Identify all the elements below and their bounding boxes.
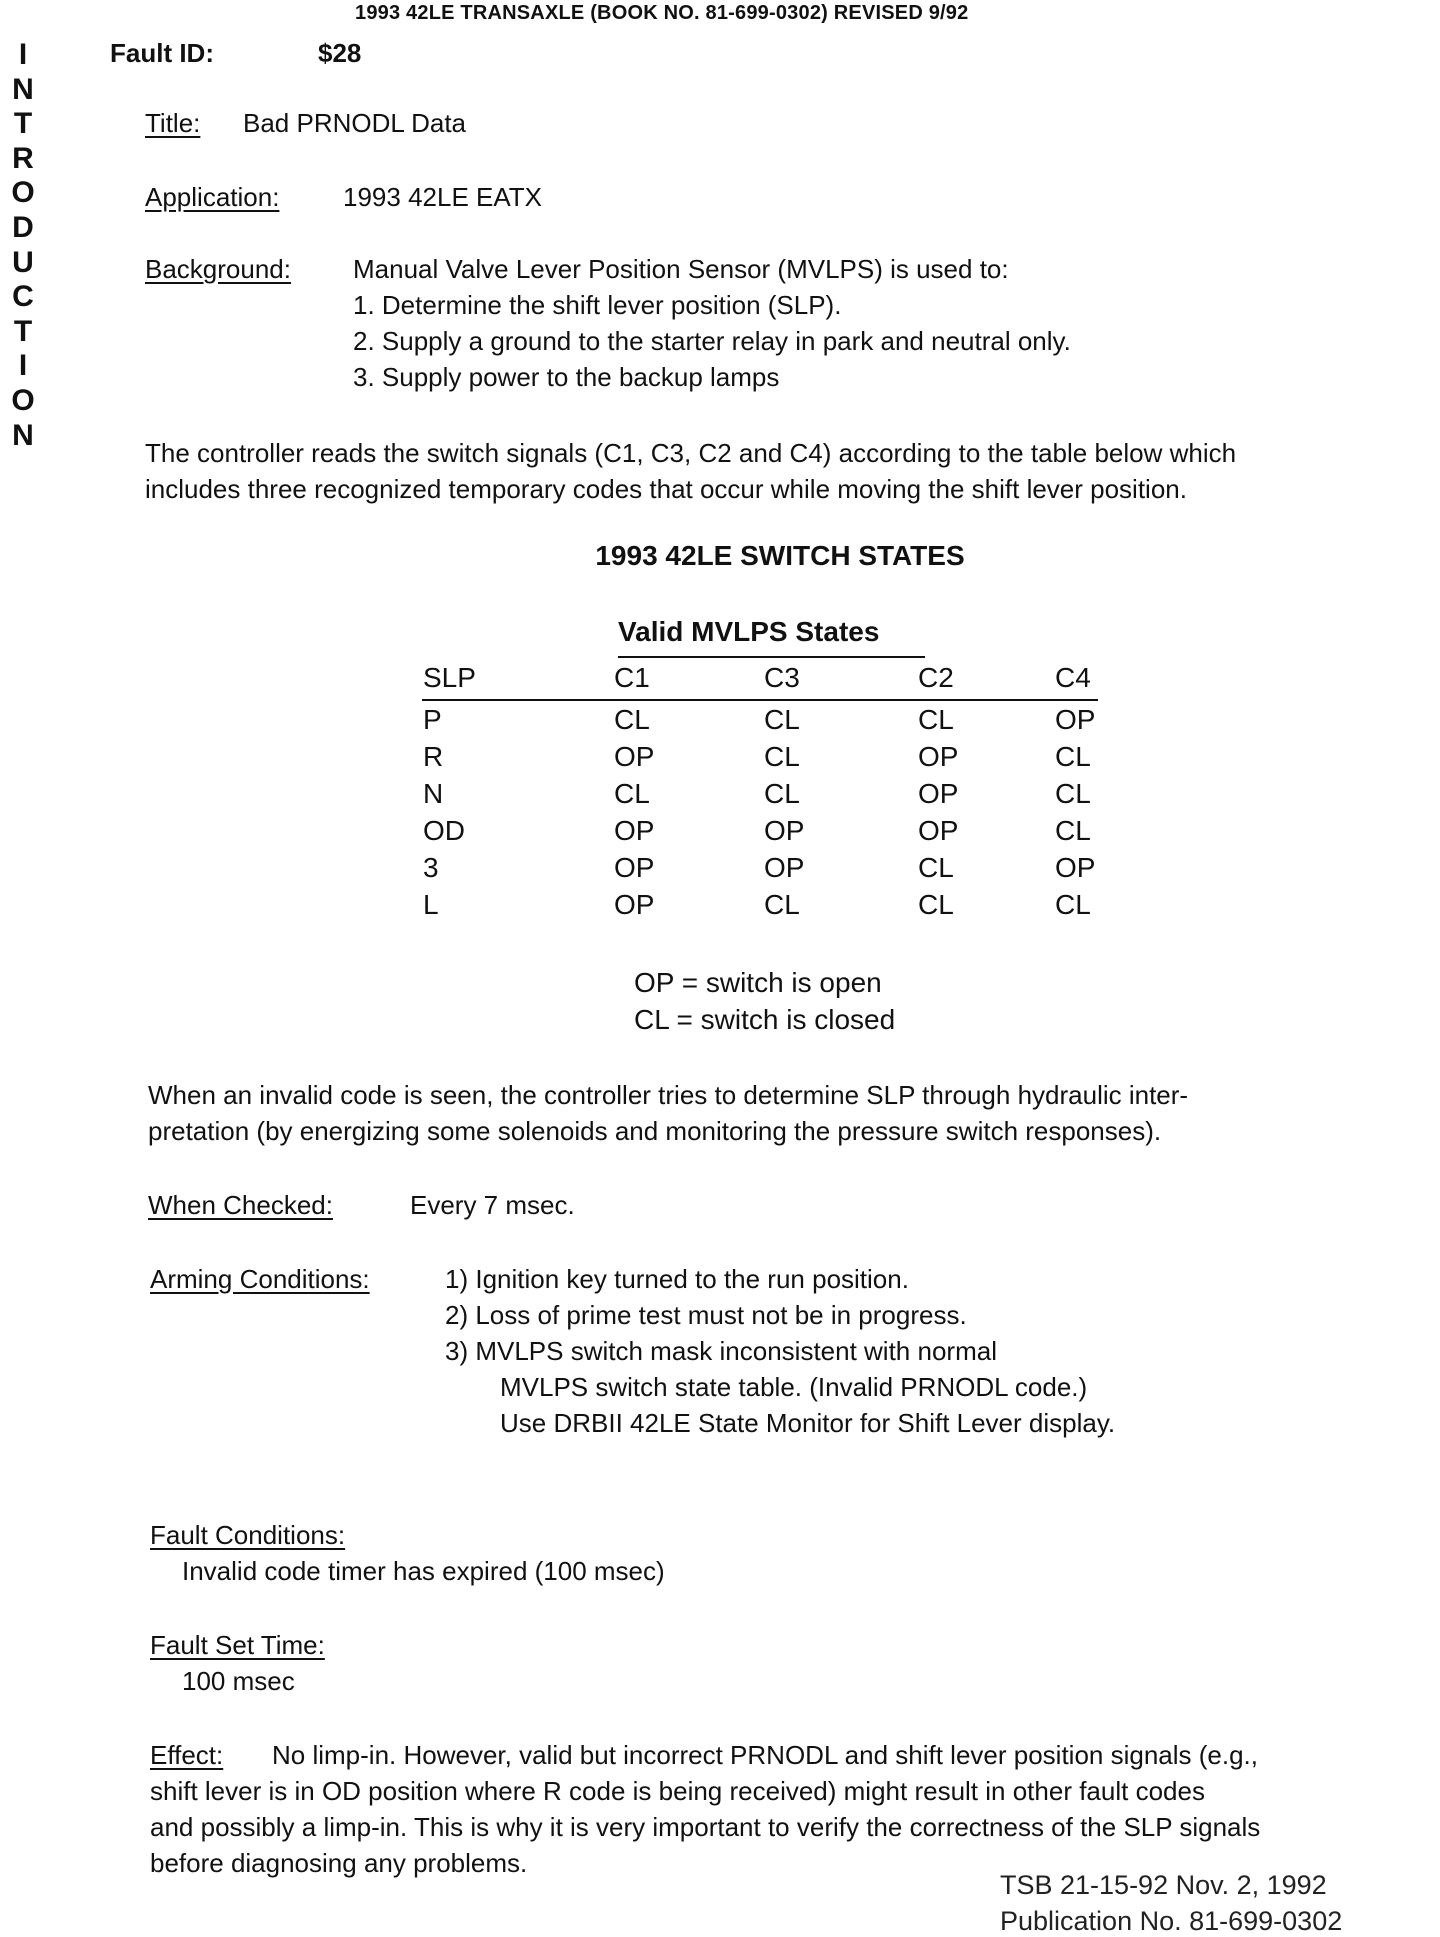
table-cell: OP: [614, 741, 655, 772]
table-cell: OP: [918, 741, 959, 772]
table-cell: OP: [1055, 704, 1096, 735]
table-cell: R: [423, 741, 444, 772]
side-letter: D: [12, 210, 34, 244]
side-letter: R: [12, 141, 34, 175]
side-letter: U: [12, 245, 34, 279]
table-cell: CL: [918, 704, 954, 735]
table-header-c2: C2: [918, 662, 954, 693]
side-letter: T: [13, 314, 33, 348]
legend-open: OP = switch is open: [634, 967, 882, 998]
side-letter: O: [11, 383, 35, 417]
background-item: 3. Supply power to the backup lamps: [353, 362, 780, 392]
title-label: Title:: [145, 108, 201, 138]
controller-text-line: The controller reads the switch signals (C1, C3, C2 and C4) according to the table below which: [145, 438, 1237, 468]
side-letter: I: [18, 349, 28, 383]
arming-item: 1) Ignition key turned to the run position.: [445, 1264, 909, 1294]
footer-tsb: TSB 21-15-92 Nov. 2, 1992: [1000, 1870, 1327, 1900]
application-value: 1993 42LE EATX: [343, 182, 542, 212]
table-cell: CL: [1055, 741, 1091, 772]
table-cell: OD: [423, 815, 465, 846]
table-cell: OP: [764, 815, 805, 846]
arming-continuation: MVLPS switch state table. (Invalid PRNODL code.): [500, 1372, 1088, 1402]
legend-closed: CL = switch is closed: [634, 1004, 896, 1035]
table-cell: OP: [614, 889, 655, 920]
table-cell: CL: [764, 704, 800, 735]
background-label: Background:: [145, 254, 291, 284]
table-cell: 3: [423, 852, 439, 883]
footer-publication: Publication No. 81-699-0302: [1000, 1906, 1343, 1936]
table-cell: OP: [1055, 852, 1096, 883]
table-cell: CL: [1055, 815, 1091, 846]
side-letter: I: [18, 38, 28, 71]
arming-item: 3) MVLPS switch mask inconsistent with normal: [445, 1336, 997, 1366]
table-cell: CL: [918, 889, 954, 920]
effect-label: Effect:: [150, 1740, 224, 1770]
side-letter: C: [12, 280, 34, 314]
side-letter: N: [12, 418, 34, 452]
table-cell: CL: [764, 741, 800, 772]
arming-continuation: Use DRBII 42LE State Monitor for Shift Lever display.: [500, 1408, 1116, 1438]
application-label: Application:: [145, 182, 280, 212]
table-cell: OP: [918, 778, 959, 809]
title-value: Bad PRNODL Data: [243, 108, 467, 138]
table-cell: OP: [918, 815, 959, 846]
side-index-label: [8, 38, 38, 453]
invalid-text-line: When an invalid code is seen, the controller tries to determine SLP through hydraulic inter-: [148, 1080, 1189, 1110]
table-cell: P: [423, 704, 442, 735]
table-title: 1993 42LE SWITCH STATES: [595, 540, 965, 571]
table-header-c1: C1: [614, 662, 650, 693]
table-header-slp: SLP: [423, 662, 476, 693]
table-cell: CL: [1055, 889, 1091, 920]
arming-label: Arming Conditions:: [150, 1264, 370, 1294]
fault-id-value: $28: [318, 38, 362, 68]
when-checked-value: Every 7 msec.: [410, 1190, 575, 1220]
table-cell: N: [423, 778, 444, 809]
document-header: 1993 42LE TRANSAXLE (BOOK NO. 81-699-0302) REVISED 9/92: [355, 2, 969, 24]
table-cell: CL: [764, 889, 800, 920]
effect-text-line: No limp-in. However, valid but incorrect PRNODL and shift lever position signals (e.g.,: [272, 1740, 1259, 1770]
background-intro: Manual Valve Lever Position Sensor (MVLPS) is used to:: [353, 254, 1009, 284]
table-subtitle: Valid MVLPS States: [618, 616, 880, 647]
table-cell: L: [423, 889, 439, 920]
table-header-c4: C4: [1055, 662, 1091, 693]
table-cell: CL: [614, 778, 650, 809]
table-cell: CL: [614, 704, 650, 735]
controller-text-line: includes three recognized temporary codes that occur while moving the shift lever position.: [145, 474, 1187, 504]
fault-id-label: Fault ID:: [110, 38, 214, 68]
subtitle-rule: [618, 656, 925, 658]
side-letter: N: [12, 72, 34, 106]
table-cell: OP: [764, 852, 805, 883]
effect-text-line: before diagnosing any problems.: [150, 1848, 528, 1878]
fault-set-time-value: 100 msec: [182, 1666, 295, 1696]
background-item: 2. Supply a ground to the starter relay in park and neutral only.: [353, 326, 1071, 356]
table-cell: CL: [1055, 778, 1091, 809]
when-checked-label: When Checked:: [148, 1190, 333, 1220]
table-cell: OP: [614, 815, 655, 846]
effect-text-line: and possibly a limp-in. This is why it is very important to verify the correctness of the SLP signals: [150, 1812, 1261, 1842]
fault-conditions-label: Fault Conditions:: [150, 1520, 346, 1550]
table-header-c3: C3: [764, 662, 800, 693]
invalid-text-line: pretation (by energizing some solenoids and monitoring the pressure switch responses).: [148, 1116, 1162, 1146]
table-cell: OP: [614, 852, 655, 883]
background-item: 1. Determine the shift lever position (SLP).: [353, 290, 842, 320]
fault-conditions-value: Invalid code timer has expired (100 msec): [182, 1556, 665, 1586]
table-header-rule: [422, 699, 1098, 701]
table-cell: CL: [764, 778, 800, 809]
fault-set-time-label: Fault Set Time:: [150, 1630, 325, 1660]
side-letter: O: [11, 176, 35, 210]
arming-item: 2) Loss of prime test must not be in progress.: [445, 1300, 967, 1330]
table-cell: CL: [918, 852, 954, 883]
side-letter: T: [13, 107, 33, 141]
effect-text-line: shift lever is in OD position where R code is being received) might result in other fault codes: [150, 1776, 1205, 1806]
